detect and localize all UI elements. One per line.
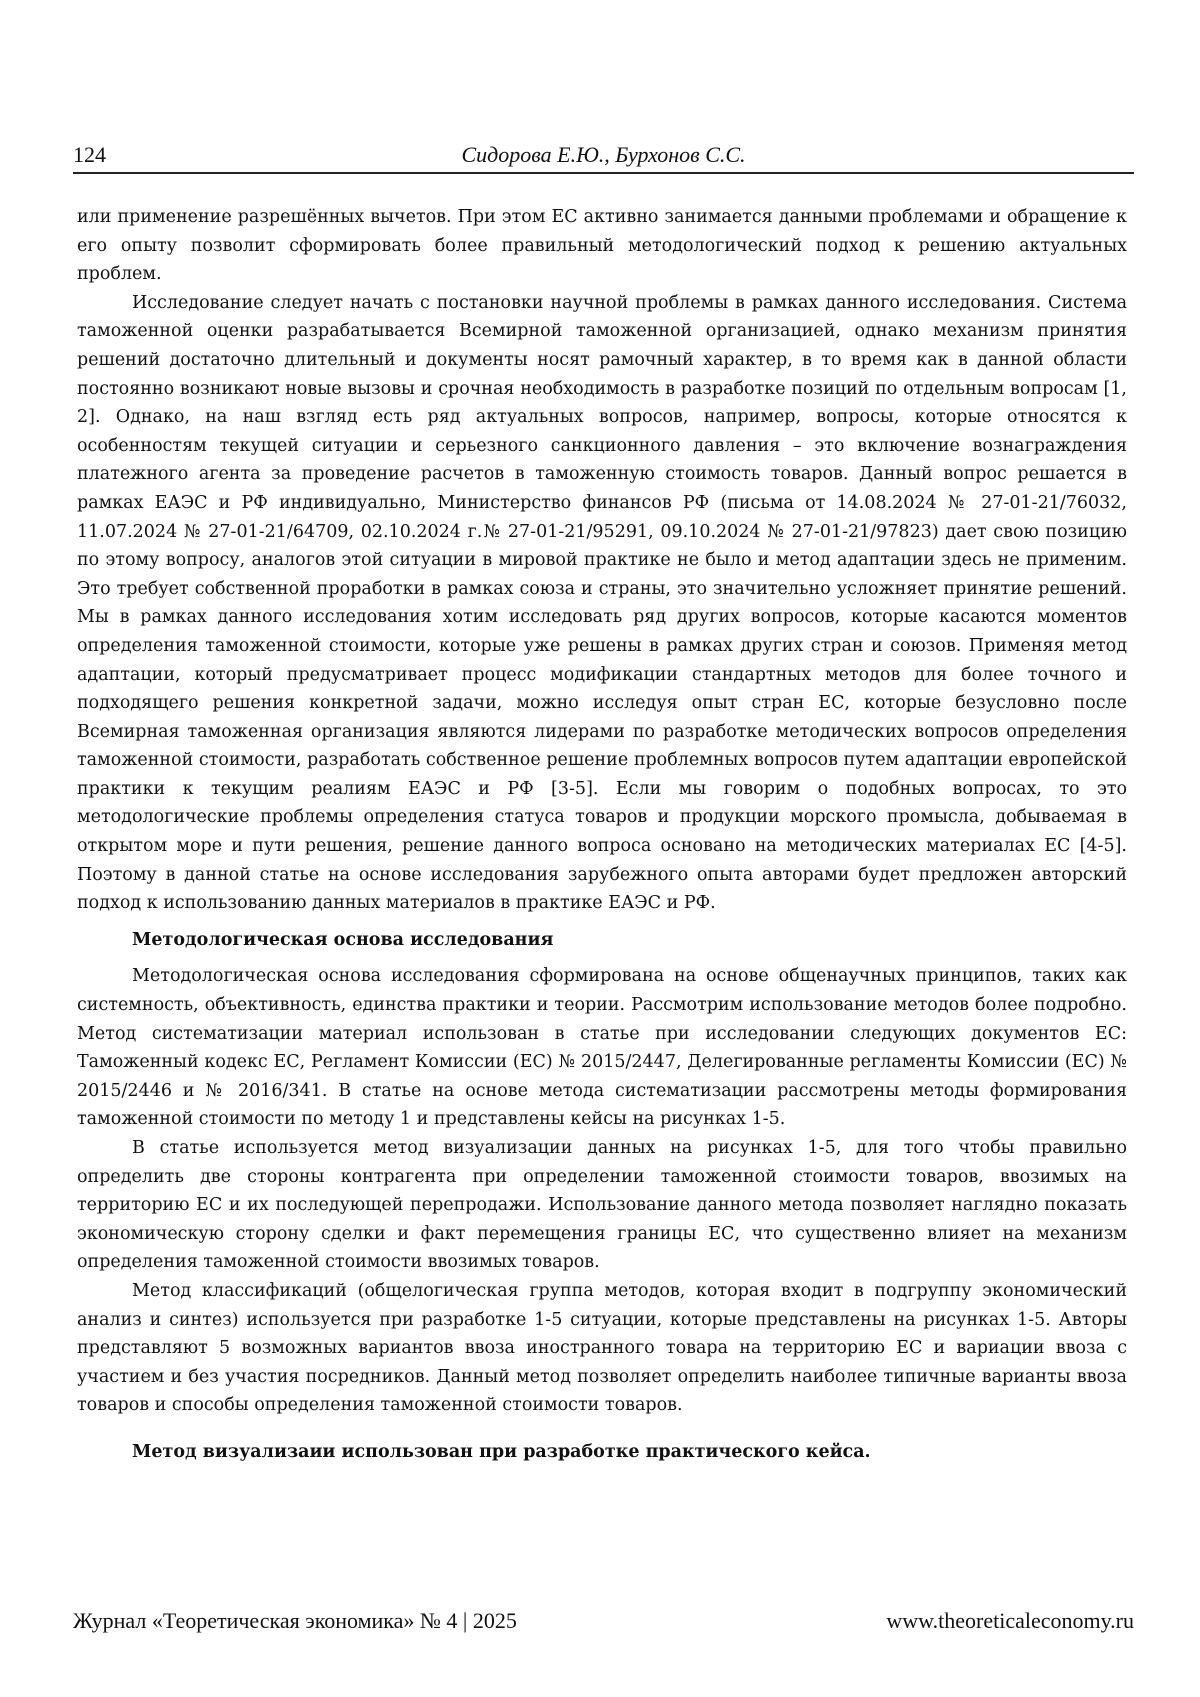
paragraph-problem-statement: Исследование следует начать с постановки научной проблемы в рамках данного исследования. Система таможенной оценки разрабатывается Всемирной таможенной организацией, однако механизм принятия решений достаточно длительный и документы носят рамочный характер, в то время как в данной области постоянно возникают новые вызовы и срочная необходимость в разработке позиций по отдельным вопросам [1, 2]. Однако, на наш взгляд есть ряд актуальных вопросов, например, вопросы, которые относятся к особенностям текущей ситуации и серьезного санкционного давления – это включение вознаграждения платежного агента за проведение расчетов в таможенную стоимость товаров. Данный вопрос решается в рамках ЕАЭС и РФ индивидуально, Министерство финансов РФ (письма от 14.08.2024 № 27-01-21/76032, 11.07.2024 № 27-01-21/64709, 02.10.2024 г.№ 27-01-21/95291, 09.10.2024 № 27-01-21/97823) дает свою позицию по этому вопросу, аналогов этой ситуации в мировой практике не было и метод адаптации здесь не применим. Это требует собственной проработки в рамках союза и страны, это значительно усложняет принятие решений. Мы в рамках данного исследования хотим исследовать ряд других вопросов, которые касаются моментов определения таможенной стоимости, которые уже решены в рамках других стран и союзов. Применяя метод адаптации, который предусматривает процесс модификации стандартных методов для более точного и подходящего решения конкретной задачи, можно исследуя опыт стран ЕС, которые безусловно после Всемирная таможенная организация являются лидерами по разработке методических вопросов определения таможенной стоимости, разработать собственное решение проблемных вопросов путем адаптации европейской практики к текущим реалиям ЕАЭС и РФ [3-5]. Если мы говорим о подобных вопросах, то это методологические проблемы определения статуса товаров и продукции морского промысла, добываемая в открытом море и пути решения, решение данного вопроса основано на методических материалах ЕС [4-5]. Поэтому в данной статье на основе исследования зарубежного опыта авторами будет предложен авторский подход к использованию данных материалов в практике ЕАЭС и РФ. (77, 289, 1127, 918)
journal-page (0, 0, 1200, 1697)
page-header (73, 142, 1134, 174)
journal-website: www.theoreticaleconomy.ru (886, 1608, 1134, 1634)
section-heading-methodology: Методологическая основа исследования (77, 926, 1127, 955)
page-number: 124 (73, 142, 106, 168)
paragraph-methodology-2: В статье используется метод визуализации данных на рисунках 1-5, для того чтобы правильно определить две стороны контрагента при определении таможенной стоимости товаров, ввозимых на территорию ЕС и их последующей перепродажи. Использование данного метода позволяет наглядно показать экономическую сторону сделки и факт перемещения границы ЕС, что существенно влияет на механизм определения таможенной стоимости ввозимых товаров. (77, 1134, 1127, 1277)
section-heading-visualization: Метод визуализаии использован при разработке практического кейса. (77, 1438, 1127, 1467)
paragraph-continued: или применение разрешённых вычетов. При этом ЕС активно занимается данными проблемами и обращение к его опыту позволит сформировать более правильный методологический подход к решению актуальных проблем. (77, 203, 1127, 289)
running-head-authors: Сидорова Е.Ю., Бурхонов С.С. (73, 142, 1134, 168)
paragraph-methodology-1: Методологическая основа исследования сформирована на основе общенаучных принципов, таких как системность, объективность, единства практики и теории. Рассмотрим использование методов более подробно. Метод систематизации материал использован в статье при исследовании следующих документов ЕС: Таможенный кодекс ЕС, Регламент Комиссии (ЕС) № 2015/2447, Делегированные регламенты Комиссии (ЕС) № 2015/2446 и № 2016/341. В статье на основе метода систематизации рассмотрены методы формирования таможенной стоимости по методу 1 и представлены кейсы на рисунках 1-5. (77, 962, 1127, 1134)
article-body (77, 203, 1127, 1475)
paragraph-methodology-3: Метод классификаций (общелогическая группа методов, которая входит в подгруппу экономический анализ и синтез) используется при разработке 1-5 ситуации, которые представлены на рисунках 1-5. Авторы представляют 5 возможных вариантов ввоза иностранного товара на территорию ЕС и вариации ввоза с участием и без участия посредников. Данный метод позволяет определить наиболее типичные варианты ввоза товаров и способы определения таможенной стоимости товаров. (77, 1277, 1127, 1420)
journal-name: Журнал «Теоретическая экономика» № 4 | 2025 (73, 1608, 517, 1634)
